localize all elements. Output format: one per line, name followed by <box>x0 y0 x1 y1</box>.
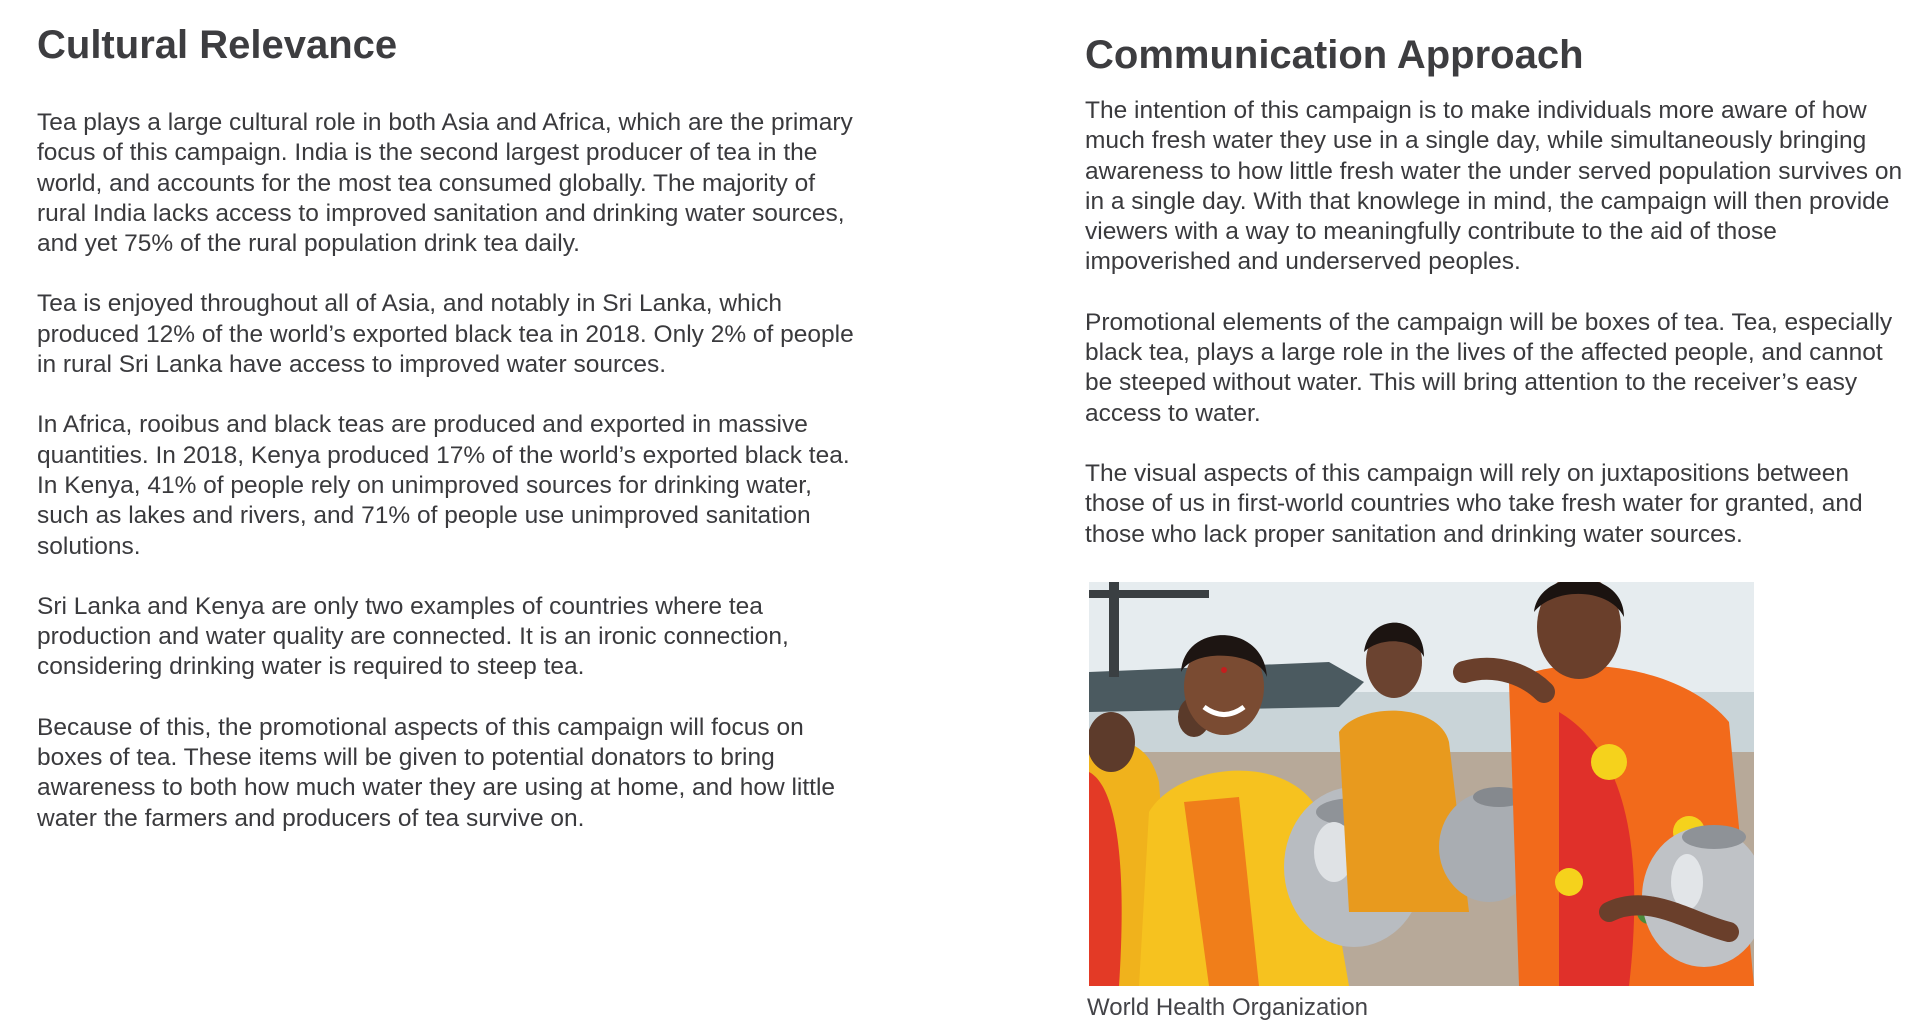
water-pot-highlight <box>1671 854 1703 910</box>
cultural-relevance-section <box>37 22 867 864</box>
women-carrying-water-pots-photo <box>1089 582 1754 986</box>
sari-flower <box>1555 868 1583 896</box>
section-heading-communication-approach: Communication Approach <box>1085 33 1584 77</box>
paragraph-africa-kenya: In Africa, rooibus and black teas are produced and exported in massive quantities. In 2018, Kenya produced 17% of the world’s exported black tea. In Kenya, 41% of people rely on unimproved sources for drinking water, such as lakes and rivers, and 71% of people use unimproved sanitation solutions. <box>37 411 850 560</box>
bindi <box>1221 667 1227 673</box>
section-heading-cultural-relevance: Cultural Relevance <box>37 23 398 67</box>
water-pot-rim <box>1682 825 1746 849</box>
photo-caption: World Health Organization <box>1087 994 1369 1021</box>
paragraph-promotional-elements: Promotional elements of the campaign will be boxes of tea. Tea, especially black tea, plays a large role in the lives of the affected people, and cannot be steeped without water. This will bring attention to the receiver’s easy access to water. <box>1085 308 1893 427</box>
paragraph-tea-cultural-role: Tea plays a large cultural role in both Asia and Africa, which are the primary focus of this campaign. India is the second largest producer of tea in the world, and accounts for the most tea consumed globally. The majority of rural India lacks access to improved sanitation and drinking water sources, and yet 75% of the rural population drink tea daily. <box>37 109 853 258</box>
paragraph-visual-aspects: The visual aspects of this campaign will rely on juxtapositions between those of us in first-world countries who take fresh water for granted, and those who lack proper sanitation and drinking water sources. <box>1085 459 1863 548</box>
left-woman-head <box>1089 712 1135 772</box>
paragraph-tea-water-connection: Sri Lanka and Kenya are only two examples of countries where tea production and water quality are connected. It is an ironic connection, considering drinking water is required to steep tea. <box>37 592 789 681</box>
paragraph-campaign-intention: The intention of this campaign is to make individuals more aware of how much fresh water they use in a single day, while simultaneously bringing awareness to how little fresh water the under served population survives on in a single day. With that knowlege in mind, the campaign will then provide viewers with a way to meaningfully contribute to the aid of those impoverished and underserved peoples. <box>1085 97 1903 276</box>
communication-approach-section <box>1085 32 1905 580</box>
paragraph-promotional-focus: Because of this, the promotional aspects of this campaign will focus on boxes of tea. These items will be given to potential donators to bring awareness to both how much water they are using at home, and how little water the farmers and producers of tea survive on. <box>37 713 836 832</box>
photo-illustration <box>1089 582 1754 986</box>
boat-beam <box>1089 590 1209 598</box>
sari-flower <box>1591 744 1627 780</box>
paragraph-sri-lanka: Tea is enjoyed throughout all of Asia, and notably in Sri Lanka, which produced 12% of the world’s exported black tea in 2018. Only 2% of people in rural Sri Lanka have access to improved water sources. <box>37 290 854 379</box>
